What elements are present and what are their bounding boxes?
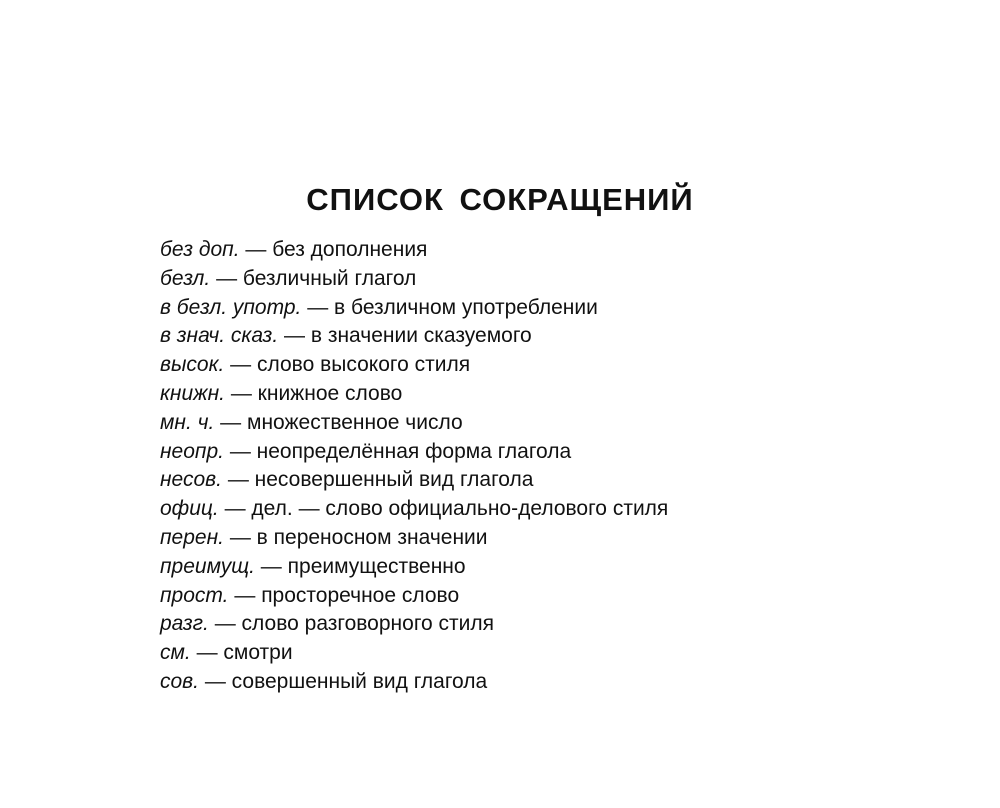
meaning: книжное слово bbox=[257, 381, 403, 405]
separator: — bbox=[198, 669, 232, 693]
separator: — bbox=[225, 381, 258, 405]
list-item bbox=[160, 466, 668, 495]
abbreviation: в безл. употр. bbox=[160, 295, 302, 319]
list-item bbox=[160, 524, 668, 553]
separator: — bbox=[223, 439, 257, 463]
abbreviation: прост. bbox=[160, 583, 229, 607]
abbreviation: перен. bbox=[160, 525, 224, 549]
abbreviation: высок. bbox=[160, 353, 225, 377]
abbreviation: без доп. bbox=[160, 238, 240, 261]
abbreviation: офиц. bbox=[160, 497, 219, 521]
meaning: дел. — слово официально-делового стиля bbox=[251, 497, 669, 521]
abbreviation: безл. bbox=[160, 266, 211, 290]
list-item bbox=[160, 639, 668, 668]
abbreviation: сов. bbox=[160, 669, 199, 693]
meaning: слово высокого стиля bbox=[257, 353, 471, 377]
separator: — bbox=[190, 641, 224, 665]
abbreviation: см. bbox=[160, 641, 191, 665]
meaning: просторечное слово bbox=[261, 583, 460, 607]
abbreviation: преимущ. bbox=[160, 554, 255, 578]
list-item bbox=[160, 553, 668, 582]
abbreviation-list bbox=[160, 236, 668, 697]
abbreviation: книжн. bbox=[160, 381, 225, 405]
separator: — bbox=[221, 468, 255, 492]
separator: — bbox=[214, 410, 247, 434]
separator: — bbox=[210, 266, 243, 290]
list-item bbox=[160, 610, 668, 639]
list-item bbox=[160, 294, 668, 323]
meaning: преимущественно bbox=[287, 554, 466, 578]
abbreviation: несов. bbox=[160, 468, 222, 492]
separator: — bbox=[278, 324, 311, 348]
separator: — bbox=[218, 497, 252, 521]
list-item bbox=[160, 409, 668, 438]
meaning: в переносном значении bbox=[256, 525, 488, 549]
list-item bbox=[160, 351, 668, 380]
list-item bbox=[160, 582, 668, 611]
abbreviation: неопр. bbox=[160, 439, 224, 463]
meaning: несовершенный вид глагола bbox=[254, 468, 534, 492]
meaning: слово разговорного стиля bbox=[241, 612, 495, 636]
list-item bbox=[160, 265, 668, 294]
meaning: множественное число bbox=[247, 410, 463, 434]
meaning: смотри bbox=[223, 641, 293, 665]
separator: — bbox=[208, 612, 242, 636]
separator: — bbox=[301, 295, 335, 319]
list-item bbox=[160, 495, 668, 524]
abbreviation: в знач. сказ. bbox=[160, 324, 279, 348]
separator: — bbox=[239, 238, 273, 261]
list-item bbox=[160, 668, 668, 697]
meaning: без дополнения bbox=[272, 238, 428, 261]
separator: — bbox=[228, 583, 262, 607]
list-item bbox=[160, 322, 668, 351]
separator: — bbox=[224, 353, 258, 377]
meaning: неопределённая форма глагола bbox=[256, 439, 572, 463]
meaning: в значении сказуемого bbox=[310, 324, 532, 348]
page-title: СПИСОК СОКРАЩЕНИЙ bbox=[306, 182, 694, 217]
meaning: совершенный вид глагола bbox=[231, 669, 488, 693]
list-item bbox=[160, 380, 668, 409]
abbreviation: мн. ч. bbox=[160, 410, 215, 434]
list-item bbox=[160, 438, 668, 467]
separator: — bbox=[223, 525, 257, 549]
abbreviation: разг. bbox=[160, 612, 209, 636]
separator: — bbox=[254, 554, 288, 578]
meaning: в безличном употреблении bbox=[334, 295, 598, 319]
meaning: безличный глагол bbox=[242, 266, 417, 290]
list-item bbox=[160, 236, 668, 265]
